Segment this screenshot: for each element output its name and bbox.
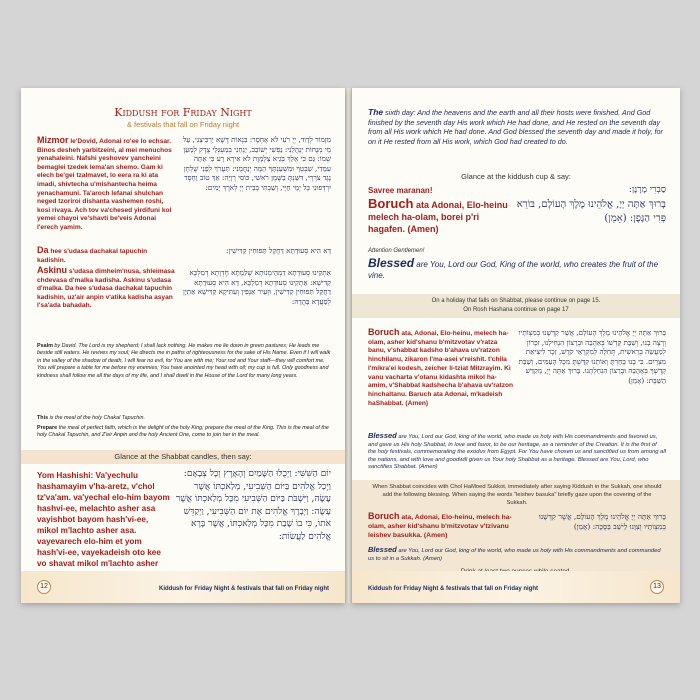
- page-title: Kiddush for Friday Night: [114, 106, 252, 119]
- cup-instruction: Glance at the kiddush cup & say:: [461, 172, 571, 181]
- holiday-note-1: On a holiday that falls on Shabbat, please continue on page 15.: [431, 298, 601, 304]
- sixth-day-translation: The sixth day: And the heavens and the earth and all their hosts were finished. And God finished by the seventh day His work which He had done, and He rested on the seventh day from all His work which He had done. And God blessed the seventh day and made it holy, for on it He rested from all His work, which God had created to do.: [368, 107, 663, 146]
- savree-hebrew: סַבְרִי מָרָנָן:: [628, 185, 666, 195]
- right-page: [352, 88, 680, 603]
- holiday-note-2: On Rosh Hashana continue on page 17: [463, 307, 569, 313]
- blessed-wine-translation: Blessed are You, Lord our God, King of the world, who creates the fruit of the vine.: [368, 256, 659, 280]
- boruch-wine-hebrew: בָּרוּךְ אַתָּה יְיָ, אֱלֹהֵינוּ מֶלֶךְ הָעוֹלָם, בּוֹרֵא פְּרִי הַגָּפֶן: (אָמֵן): [516, 199, 666, 224]
- page-number: 12: [37, 580, 51, 594]
- prepare-translation: Prepare the meal of perfect faith, which is the delight of the holy King; prepare the meal of the King. This is the meal of the holy Chakal Tapuchin, and Z'eir Anpin and the holy Ancient One, come to join her in the meal.: [37, 425, 329, 439]
- da-hebrew: דָּא הִיא סְעוּדָתָא דַּחֲקַל תַּפּוּחִין קַדִּישִׁין:: [226, 246, 331, 255]
- page-subtitle: & festivals that fall on Friday night: [126, 120, 240, 129]
- candles-instruction: Glance at the Shabbat candles, then say:: [114, 452, 252, 461]
- da-transliteration: Da hee s'udasa dachakal tapuchin kadishin.: [37, 245, 148, 264]
- attention-note: Attention Gentlemen!: [368, 248, 425, 254]
- boruch-sukkah-hebrew: בָּרוּךְ אַתָּה יְיָ אֱלֹהֵינוּ מֶלֶךְ הָעוֹלָם, אֲשֶׁר קִדְּשָׁנוּ בְּמִצְוֹתָיו וְצִוָּנוּ לֵישֵׁב בַּסֻּכָּה: (אָמֵן): [538, 512, 666, 531]
- boruch-sukkah-transliteration: Boruch ata, Adonai, Elo-heinu, melech ha-olam, asher kid'shanu b'mitzvotav v'tzivanu leishev basukka. (Amen): [368, 511, 512, 539]
- this-translation: This is the meal of the holy Chakal Tapuchin.: [37, 415, 145, 421]
- sukkot-note: When Shabbat coincides with Chol HaMoed Sukkot, immediately after saying Kiddush in the Sukkah, one should add the following blessing. When saying the words "leishev basuka" briefly gaze upon the covering of the Sukkah.: [372, 484, 662, 506]
- left-page: [21, 88, 345, 603]
- yom-hashishi-hebrew: יוֹם הַשִּׁשִּׁי: וַיְכֻלּוּ הַשָּׁמַיִם וְהָאָרֶץ וְכָל צְבָאָם: וַיְכַל אֱלֹהִים בַּיּוֹם הַשְּׁבִיעִי, מְלַאכְתּוֹ אֲשֶׁר עָשָׂה, וַיִּשְׁבֹּת בַּיּוֹם הַשְּׁבִיעִי מִכָּל מְלַאכְתּוֹ אֲשֶׁר עָשָׂה: וַיְבָרֶךְ אֱלֹהִים אֶת יוֹם הַשְּׁבִיעִי, וַיְקַדֵּשׁ אֹתוֹ, כִּי בוֹ שָׁבַת מִכָּל מְלַאכְתּוֹ, אֲשֶׁר בָּרָא אֱלֹהִים לַעֲשׂוֹת:: [175, 469, 331, 542]
- psalm-translation: Psalm by David. The Lord is my shepherd; I shall lack nothing. He makes me lie down in green pastures; He leads me beside still waters. He revives my soul; He directs me in paths of righteousness for the sake of His Name. Even if I will walk in the valley of the shadow of death, I will fear no evil, for You are with me; Your rod and Your staff—they will comfort me. You will prepare a table for me before my enemies; You have anointed my head with oil; my cup is full. Only goodness and kindness shall follow me all the days of my life, and I shall dwell in the House of the Lord for many long years.: [37, 343, 331, 379]
- boruch-shabbat-transliteration: Boruch ata, Adonai, Elo-heinu, melech ha-olam, asher kid'shanu b'mitzvotav v'ratza banu, v'shabbat kadsho b'ahava uv'ratzon hinchilanu, zikaron l'ma-asei v'reishit. t'chila l'mikra'ei kodesh, zeicher li-tziat Mitzrayim. Ki vanu vacharta v'otanu kidashta mikol ha-amim, v'Shabbat kadshecha b'ahava uv'ratzon hinchaltanu. Baruch ata Adonai, m'kadeish haShabbat. (Amen): [368, 327, 514, 407]
- mizmor-hebrew: מִזְמוֹר לְדָוִד, יְיָ רֹעִי לֹא אֶחְסָר: בִּנְאוֹת דֶּשֶׁא יַרְבִּיצֵנִי, עַל מֵי מְנֻחוֹת יְנַהֲלֵנִי: נַפְשִׁי יְשׁוֹבֵב, יַנְחֵנִי בְמַעְגְּלֵי צֶדֶק לְמַעַן שְׁמוֹ: גַּם כִּי אֵלֵךְ בְּגֵיא צַלְמָוֶת לֹא אִירָא רָע כִּי אַתָּה עִמָּדִי, שִׁבְטְךָ וּמִשְׁעַנְתֶּךָ הֵמָּה יְנַחֲמֻנִי: תַּעֲרֹךְ לְפָנַי שֻׁלְחָן נֶגֶד צֹרְרָי, דִּשַּׁנְתָּ בַשֶּׁמֶן רֹאשִׁי, כּוֹסִי רְוָיָה: אַךְ טוֹב וָחֶסֶד יִרְדְּפוּנִי כָּל יְמֵי חַיָּי, וְשַׁבְתִּי בְּבֵית יְיָ לְאֹרֶךְ יָמִים:: [182, 135, 331, 192]
- book-spine: [345, 88, 352, 603]
- boruch-wine-transliteration: Boruch ata Adonai, Elo-heinu melech ha-olam, borei p'ri hagafen. (Amen): [368, 196, 508, 234]
- mizmor-transliteration: Mizmor le'Dovid, Adonai ro'ee lo echsar. Binos desheh yarbitzeini, al mei menuchos yenahaleini. Nafshi yeshovev yancheini bemaglei tzedek lema'an shemo. Gam ki elech be'gei tzalmavet, lo eera ra ki ata imadi, shivtecha u'mishantecha heima yenachamuni. Ta'aroch lefanai shulchan neged tzoriroi dishanta vashemen roshi, kosi rivaya. Ach tov va'chesed yirdifuni kol yemei chayoi ve'shavti be'veis Adonai l'erech yamim.: [37, 135, 172, 231]
- savree-transliteration: Savree maranan!: [368, 186, 433, 195]
- page-number: 13: [650, 580, 664, 594]
- blessed-sukkah-translation: Blessed are You, Lord our God, king of the world, who made us holy with His commandments and commanded us to sit in a Sukkah. (Amen): [368, 545, 661, 562]
- blessed-shabbat-translation: Blessed are You, Lord our God, king of the world, who made us holy with His commandments and favored us, and gave us His holy Shabbat, in love and favor, to be our heritage, as a reminder of the Creation. It is the first of the holy festivals, commemorating the exodus from Egypt. For You have chosen us and sanctified us from among all the nations, and with love and goodwill given us Your holy Shabbat as a heritage. Blessed are You, Lord, who sanctifies Shabbat. (Amen): [368, 431, 666, 471]
- yom-hashishi-transliteration: Yom Hashishi: Va'yechulu hashamayim v'ha-aretz, v'chol tz'va'am. va'yechal elo-him bayom hashvi-ee, melachto asher asa vayishbot bayom hash'vi-ee, mikol m'lachto asher asa. vayevarech elo-him et yom hash'vi-ee, vayekadeish oto kee vo shavat mikol m'lachto asher: [37, 471, 170, 568]
- boruch-shabbat-hebrew: בָּרוּךְ אַתָּה יְיָ אֱלֹהֵינוּ מֶלֶךְ הָעוֹלָם, אֲשֶׁר קִדְּשָׁנוּ בְּמִצְוֹתָיו וְרָצָה בָנוּ, וְשַׁבַּת קָדְשׁוֹ בְּאַהֲבָה וּבְרָצוֹן הִנְחִילָנוּ, זִכָּרוֹן לְמַעֲשֵׂה בְרֵאשִׁית, תְּחִלָּה לְמִקְרָאֵי קֹדֶשׁ, זֵכֶר לִיצִיאַת מִצְרָיִם. כִּי בָנוּ בָחַרְתָּ וְאוֹתָנוּ קִדַּשְׁתָּ מִכָּל הָעַמִּים, וְשַׁבַּת קָדְשְׁךָ בְּאַהֲבָה וּבְרָצוֹן הִנְחַלְתָּנוּ. בָּרוּךְ אַתָּה יְיָ, מְקַדֵּשׁ הַשַּׁבָּת: (אָמֵן): [518, 328, 666, 385]
- askinu-hebrew: אַתְקִינוּ סְעוּדָתָא דִמְהֵימְנוּתָא שְׁלֵמָתָא חֶדְוָתָא דְמַלְכָּא קַדִּישָׁא: אַתְקִינוּ סְעוּדָתָא דְמַלְכָּא, דָּא הִיא סְעוּדָתָא דַחֲקַל תַּפּוּחִין קַדִּישִׁין, וּזְעֵיר אַנְפִּין וְעַתִּיקָא קַדִּישָׁא אַתְיָן לְסַעֲדָא בַּהֲדָהּ:: [183, 268, 331, 306]
- footer-text: Kiddush for Friday Night & festivals that fall on Friday night: [368, 586, 539, 592]
- footer-text: Kiddush for Friday Night & festivals that fall on Friday night: [158, 586, 329, 592]
- askinu-transliteration: Askinu s'udasa dimheim'nusa, shleimasa chdevasa d'malka kadisha. Askinu s'udasa d'malka. Da hee s'udasa dachakal tapuchin kadishin, uz'air anpin v'atika kadisha asyan l'sa'ada bahadah.: [37, 265, 175, 310]
